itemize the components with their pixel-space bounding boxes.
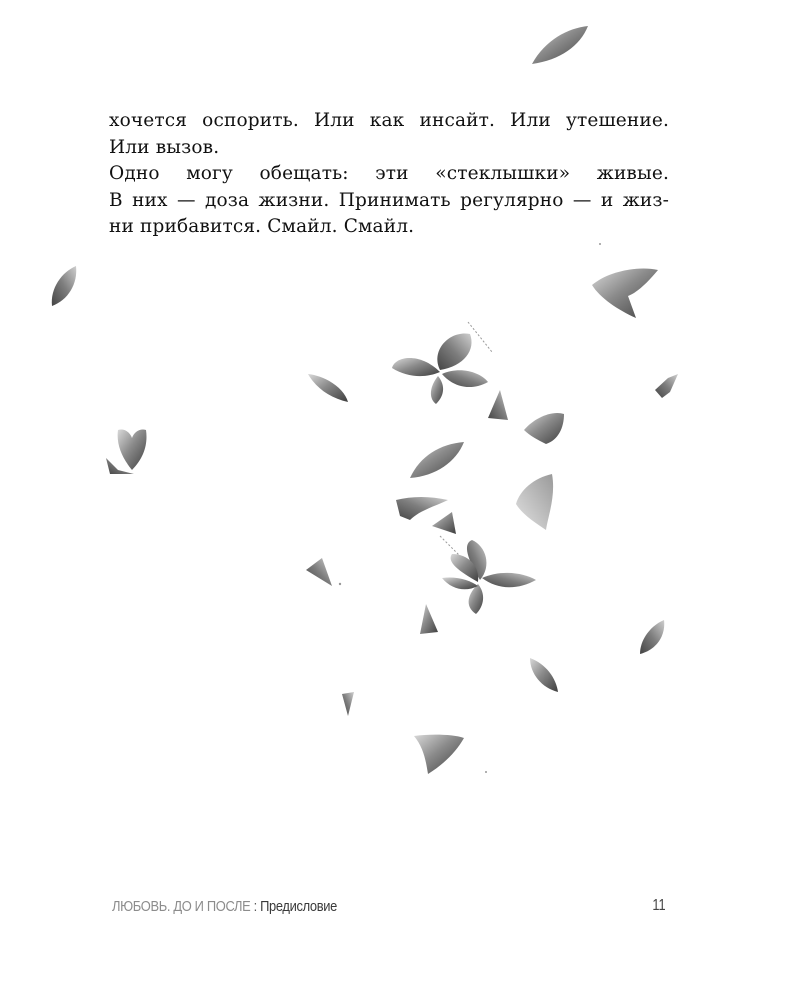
petal-icon: [52, 266, 76, 306]
running-footer: [112, 898, 337, 915]
petal-icon: [308, 374, 348, 402]
text-line: Или вызов.: [109, 136, 220, 158]
text-line: хочется оспорить. Или как инсайт. Или утешение.: [109, 110, 669, 131]
section-title: Предисловие: [260, 898, 337, 915]
petal-icon: [592, 269, 658, 318]
petal-icon: [640, 620, 664, 654]
petal-icon: [396, 497, 448, 520]
petal-icon: [532, 26, 588, 64]
book-title: ЛЮБОВЬ. ДО И ПОСЛЕ: [112, 898, 251, 915]
petal-icon: [420, 604, 438, 634]
butterfly-icon: [392, 333, 488, 404]
petal-icon: [530, 658, 558, 692]
petal-icon: [342, 692, 354, 716]
text-line: Одно могу обещать: эти «стеклышки» живые.: [109, 163, 669, 184]
butterfly-icon: [442, 540, 536, 614]
text-line: В них — доза жизни. Принимать регулярно — и жиз-: [109, 189, 669, 211]
petal-icon: [488, 390, 508, 420]
petal-icon: [410, 442, 464, 478]
heart-petal-icon: [118, 429, 147, 470]
petal-icon: [655, 374, 678, 398]
petal-icon: [432, 512, 456, 534]
petal-icon: [414, 735, 464, 774]
petal-icon: [306, 558, 332, 586]
petal-icon: [516, 474, 553, 530]
text-line: ни прибавится. Смайл. Смайл.: [109, 216, 415, 237]
footer-separator: :: [250, 898, 261, 915]
petal-icon: [524, 413, 564, 444]
page-number: 11: [652, 897, 666, 914]
